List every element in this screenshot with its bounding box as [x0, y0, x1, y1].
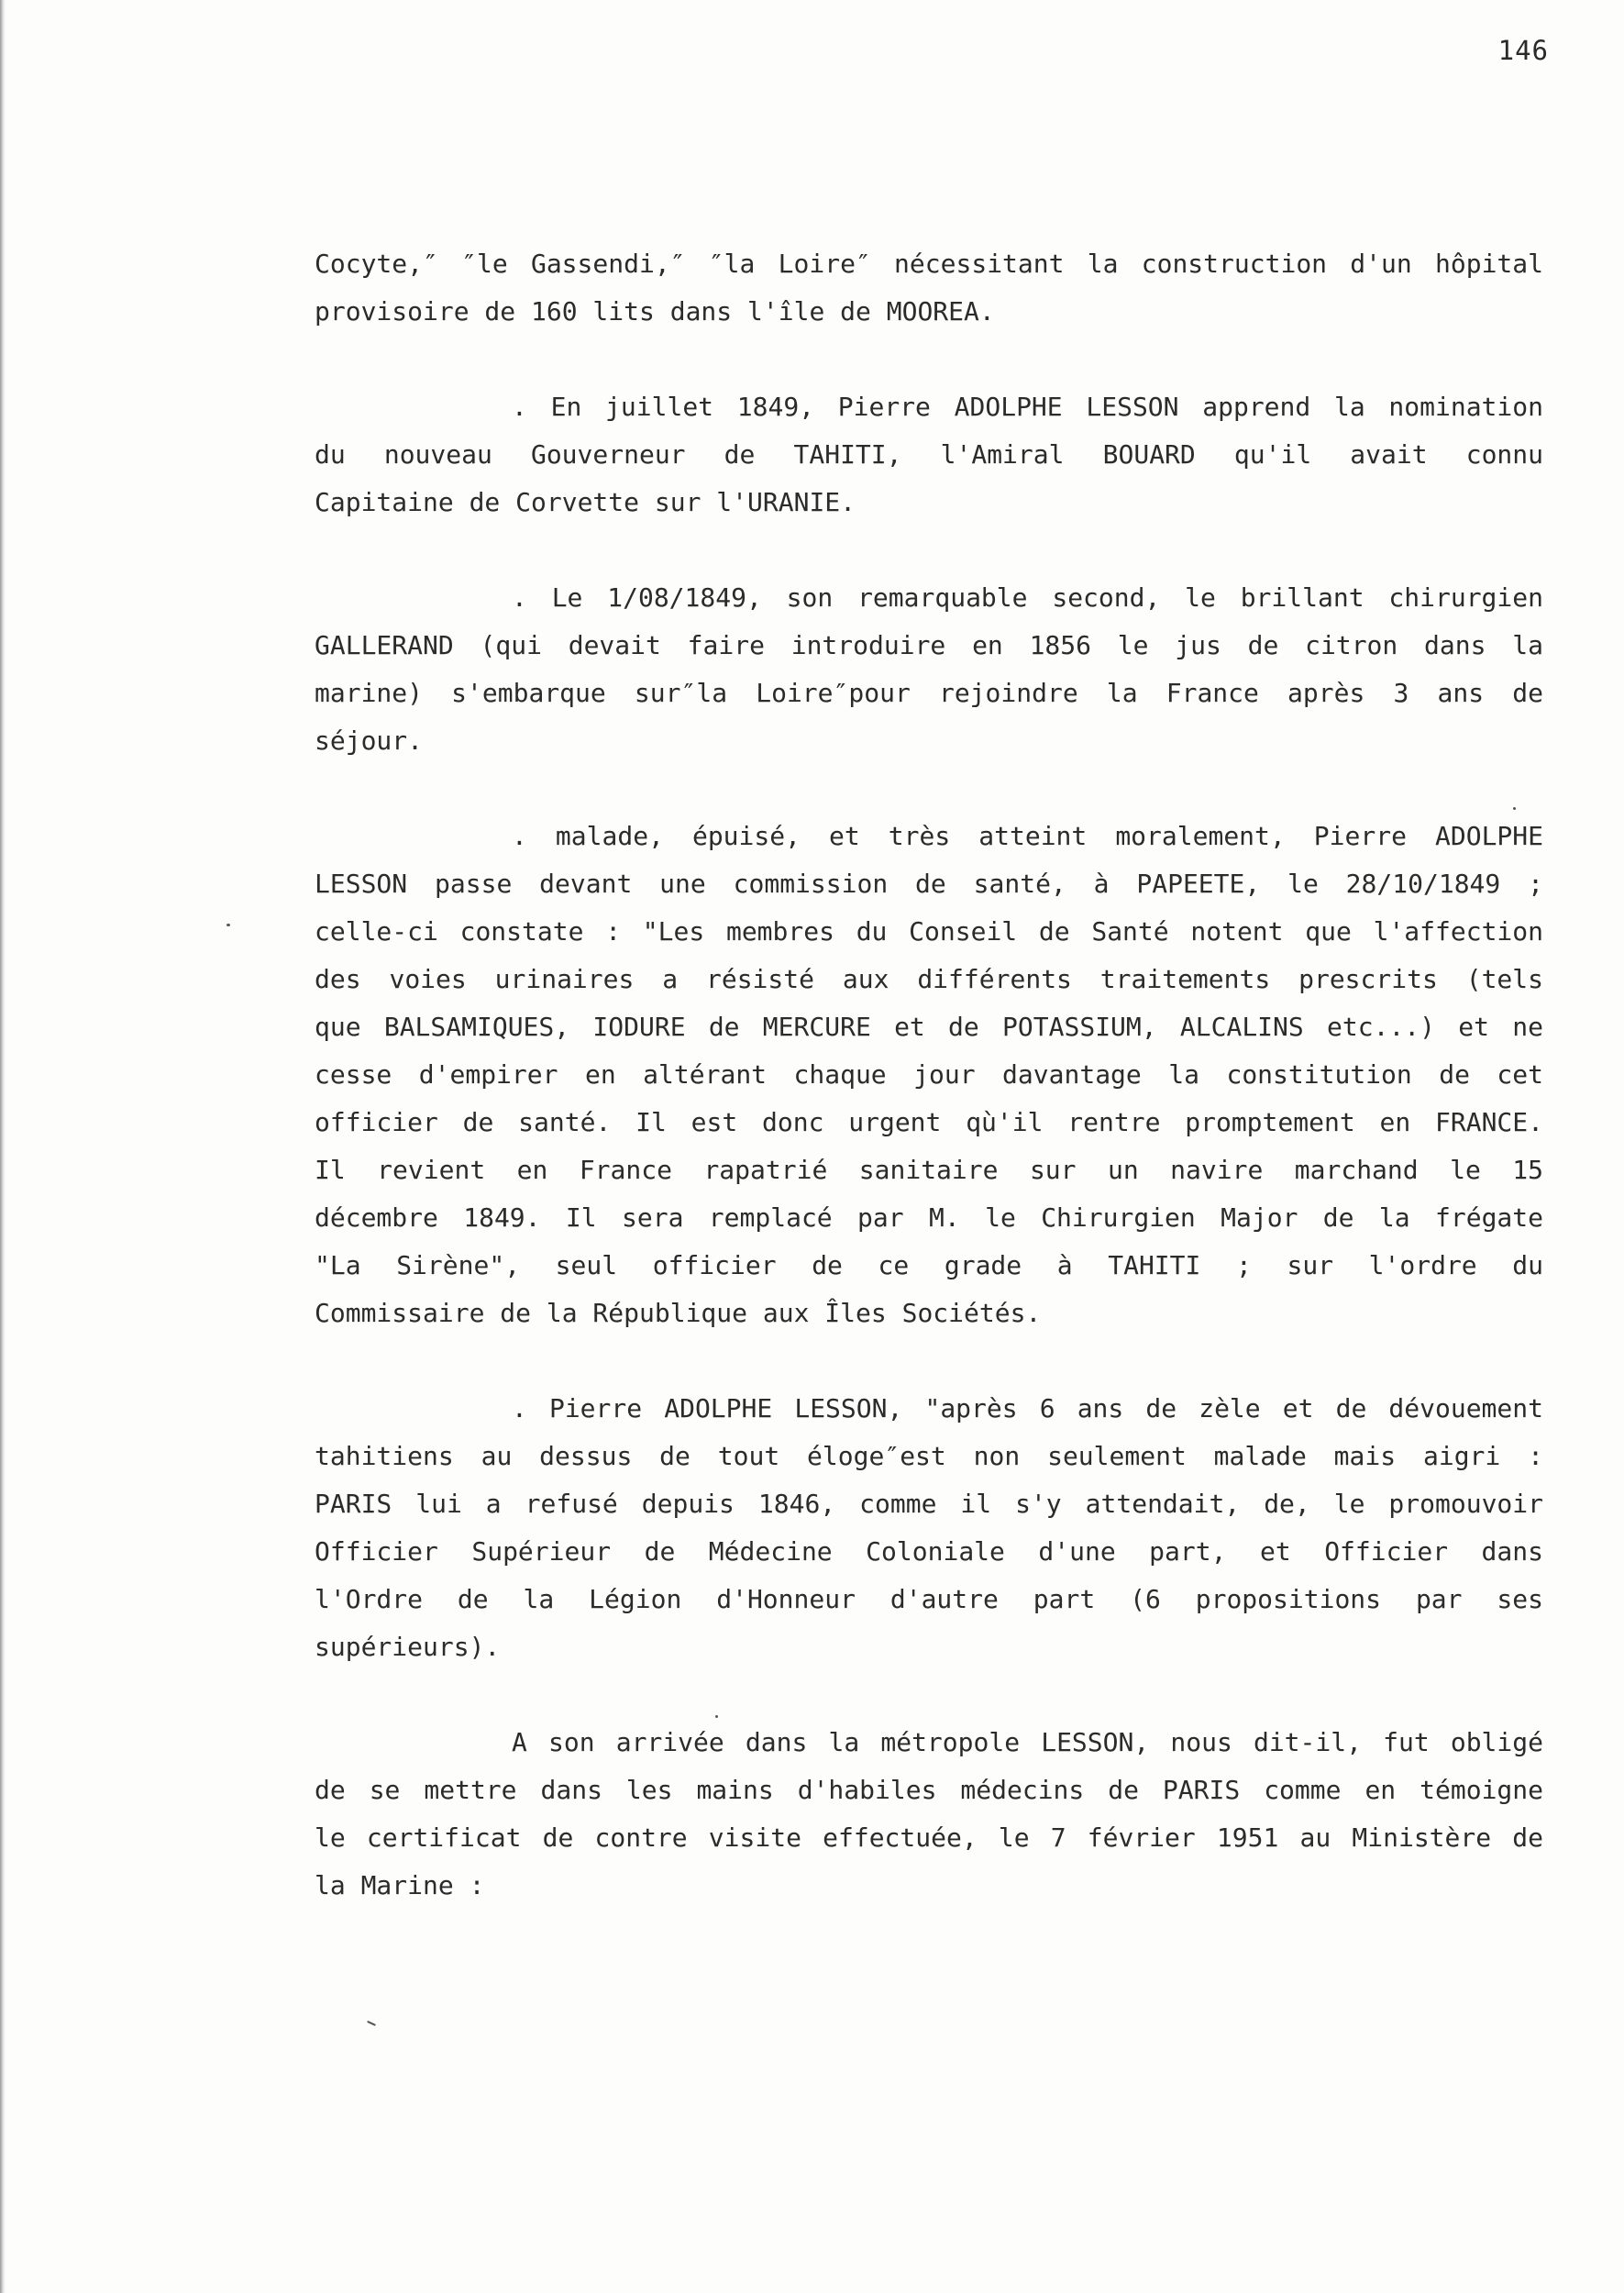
paragraph-1 [315, 240, 1543, 336]
paragraph-6 [315, 1719, 1543, 1910]
text-line: du nouveau Gouverneur de TAHITI, l'Amiral BOUARD qu'il avait connu [315, 439, 1543, 470]
text-line: officier de santé. Il est donc urgent qù'il rentre promptement en FRANCE. [315, 1107, 1543, 1137]
text-line: PARIS lui a refusé depuis 1846, comme il s'y attendait, de, le promouvoir [315, 1489, 1543, 1519]
text-line: Officier Supérieur de Médecine Coloniale d'une part, et Officier dans [315, 1536, 1543, 1567]
text-line: celle-ci constate : "Les membres du Conseil de Santé notent que l'affection [315, 916, 1543, 947]
text-line: l'Ordre de la Légion d'Honneur d'autre part (6 propositions par ses [315, 1584, 1543, 1614]
text-line: tahitiens au dessus de tout éloge″est non seulement malade mais aigri : [315, 1441, 1543, 1471]
paragraph-5 [315, 1385, 1543, 1671]
scan-speck [1513, 807, 1516, 810]
page-number: 146 [1497, 35, 1549, 66]
paragraph-3 [315, 574, 1543, 765]
text-line: le certificat de contre visite effectuée, le 7 février 1951 au Ministère de [315, 1822, 1543, 1853]
scan-speck [367, 2021, 376, 2026]
paragraph-2 [315, 383, 1543, 526]
text-line: LESSON passe devant une commission de santé, à PAPEETE, le 28/10/1849 ; [315, 869, 1543, 899]
text-line: . malade, épuisé, et très atteint moralement, Pierre ADOLPHE [512, 821, 1543, 851]
text-line: . Le 1/08/1849, son remarquable second, le brillant chirurgien [512, 582, 1543, 613]
text-line: Capitaine de Corvette sur l'URANIE. [315, 487, 856, 517]
text-line: cesse d'empirer en altérant chaque jour davantage la constitution de cet [315, 1059, 1543, 1090]
paragraph-4 [315, 813, 1543, 1337]
text-line: GALLERAND (qui devait faire introduire en 1856 le jus de citron dans la [315, 630, 1543, 660]
text-line: que BALSAMIQUES, IODURE de MERCURE et de POTASSIUM, ALCALINS etc...) et ne [315, 1012, 1543, 1042]
text-line: des voies urinaires a résisté aux différents traitements prescrits (tels [315, 964, 1543, 994]
text-line: Il revient en France rapatrié sanitaire sur un navire marchand le 15 [315, 1155, 1543, 1185]
text-line: séjour. [315, 726, 424, 756]
text-line: A son arrivée dans la métropole LESSON, nous dit-il, fut obligé [512, 1727, 1543, 1757]
text-line: "La Sirène", seul officier de ce grade à TAHITI ; sur l'ordre du [315, 1250, 1543, 1280]
text-line: Commissaire de la République aux Îles Sociétés. [315, 1298, 1042, 1328]
text-line: . Pierre ADOLPHE LESSON, "après 6 ans de zèle et de dévouement [512, 1393, 1543, 1423]
scan-edge-shadow [0, 0, 6, 2293]
text-line: . En juillet 1849, Pierre ADOLPHE LESSON apprend la nomination [512, 392, 1543, 422]
text-line: marine) s'embarque sur″la Loire″pour rejoindre la France après 3 ans de [315, 678, 1543, 708]
text-line: supérieurs). [315, 1632, 501, 1662]
scan-speck [715, 1715, 718, 1718]
text-line: la Marine : [315, 1870, 485, 1900]
text-line: décembre 1849. Il sera remplacé par M. le Chirurgien Major de la frégate [315, 1202, 1543, 1233]
scan-speck [226, 924, 230, 926]
body-text [315, 240, 1543, 1957]
text-line: Cocyte,″ ″le Gassendi,″ ″la Loire″ nécessitant la construction d'un hôpital [315, 249, 1543, 279]
text-line: provisoire de 160 lits dans l'île de MOOREA. [315, 296, 995, 327]
text-line: de se mettre dans les mains d'habiles médecins de PARIS comme en témoigne [315, 1775, 1543, 1805]
